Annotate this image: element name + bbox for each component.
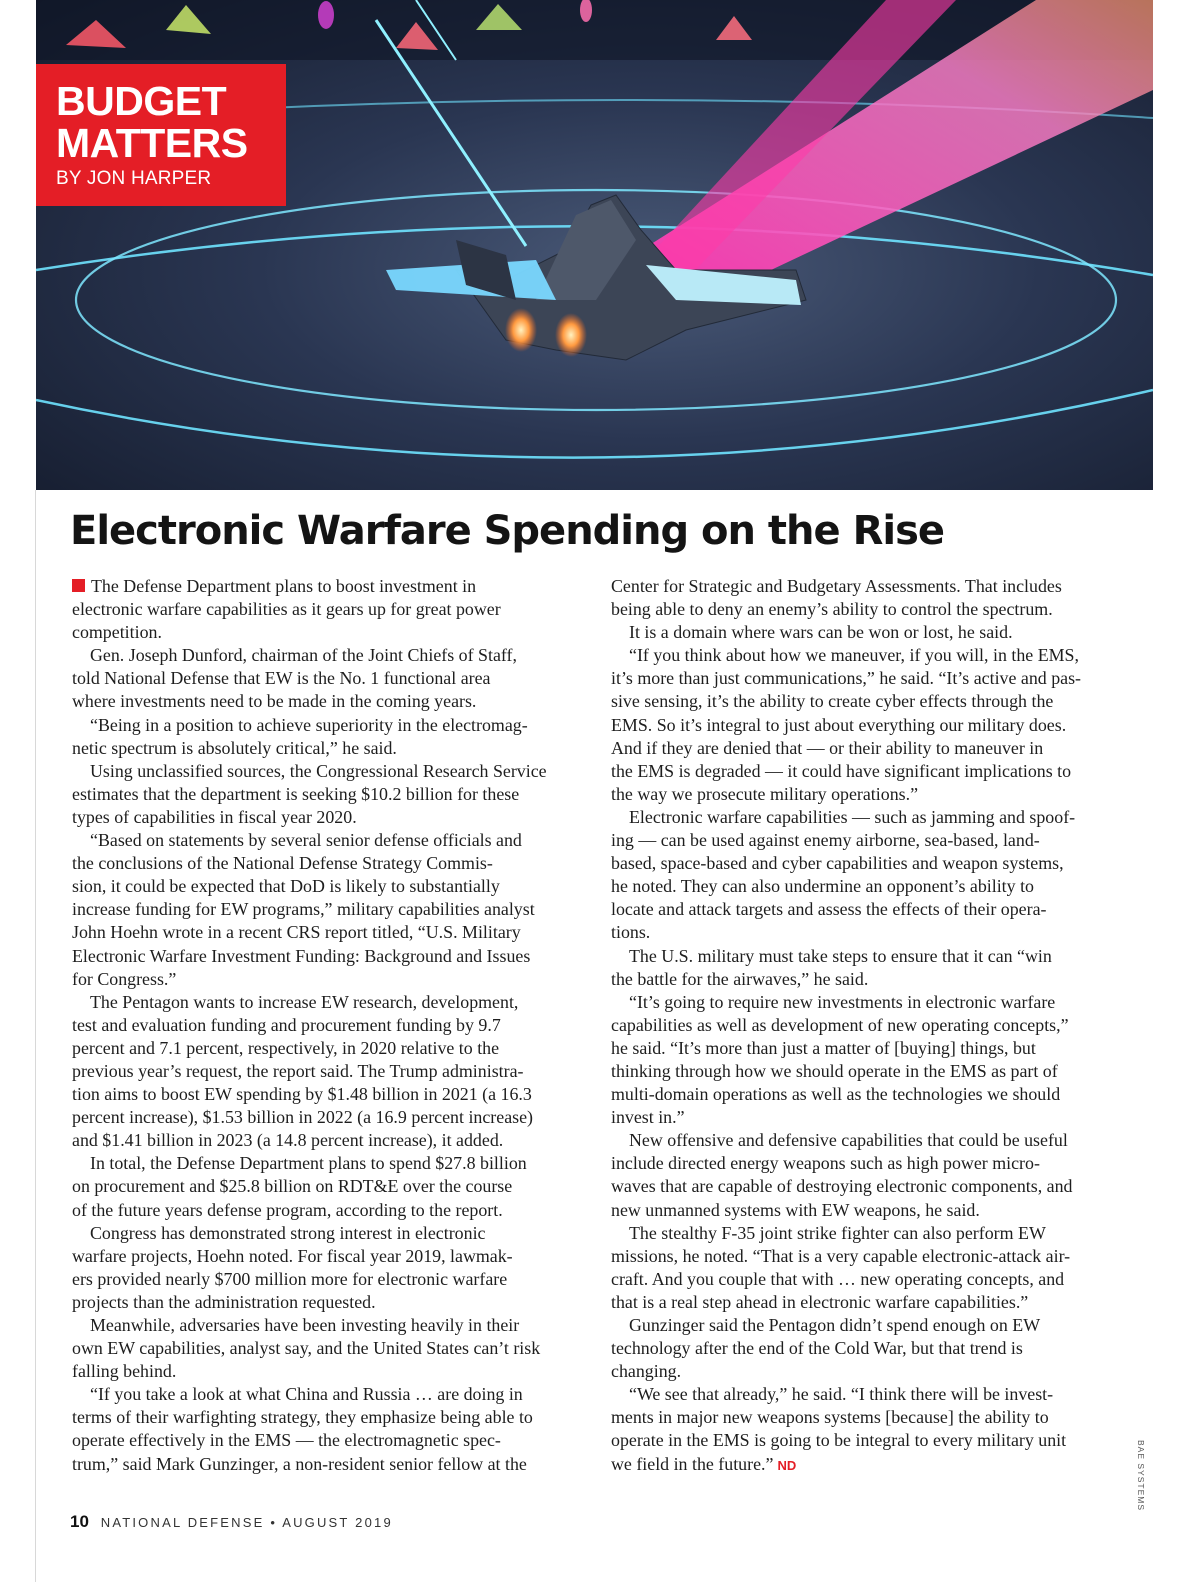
article-line: Gen. Joseph Dunford, chairman of the Joint Chiefs of Staff, [90, 645, 517, 666]
article-line: told National Defense that EW is the No. 1 functional area [72, 668, 491, 689]
article-line: missions, he noted. “That is a very capable electronic-attack air- [611, 1245, 1071, 1266]
issue-date: AUGUST 2019 [282, 1515, 393, 1530]
article-line: Gunzinger said the Pentagon didn’t spend enough on EW [629, 1315, 1041, 1335]
article-line: being able to deny an enemy’s ability to control the spectrum. [611, 599, 1053, 620]
department-title-line1: BUDGET [56, 78, 227, 124]
article-line: the battle for the airwaves,” he said. [611, 968, 869, 989]
article-line: where investments need to be made in the coming years. [72, 691, 477, 712]
article-line: John Hoehn wrote in a recent CRS report titled, “U.S. Military [72, 922, 521, 943]
article-line: multi-domain operations as well as the technologies we should [611, 1084, 1061, 1105]
article-line: operate in the EMS is going to be integral to every military unit [611, 1430, 1067, 1451]
article-line: netic spectrum is absolutely critical,” he said. [72, 737, 397, 758]
article-line: Meanwhile, adversaries have been investing heavily in their [90, 1315, 520, 1335]
article-line: Electronic Warfare Investment Funding: Background and Issues [72, 945, 531, 966]
article-line: based, space-based and cyber capabilities and weapon systems, [611, 853, 1064, 874]
article-line: In total, the Defense Department plans to spend $27.8 billion [90, 1153, 527, 1174]
article-line: he noted. They can also undermine an opponent’s ability to [611, 876, 1034, 897]
article-line: on procurement and $25.8 billion on RDT&E over the course [72, 1176, 513, 1197]
footer-separator: • [270, 1515, 278, 1530]
article-line: New offensive and defensive capabilities that could be useful [629, 1130, 1068, 1151]
article-line: the EMS is degraded — it could have significant implications to [611, 760, 1072, 781]
article-line: terms of their warfighting strategy, they emphasize being able to [72, 1407, 533, 1428]
article-line: waves that are capable of destroying electronic components, and [611, 1176, 1073, 1197]
article-line: “Being in a position to achieve superiority in the electromag- [90, 714, 528, 735]
article-line: ments in major new weapons systems [because] the ability to [611, 1407, 1049, 1428]
article-line: previous year’s request, the report said. The Trump administra- [72, 1060, 524, 1081]
article-column-right [611, 575, 1123, 1476]
article-line: tions. [611, 922, 651, 943]
page-margin-rule [35, 490, 36, 1582]
article-line: percent and 7.1 percent, respectively, in 2020 relative to the [72, 1037, 500, 1058]
article-line: Center for Strategic and Budgetary Assessments. That includes [611, 576, 1062, 596]
article-line: locate and attack targets and assess the effects of their opera- [611, 899, 1047, 920]
article-line: he said. “It’s more than just a matter of [buying] things, but [611, 1037, 1036, 1058]
article-line: sion, it could be expected that DoD is likely to substantially [72, 876, 500, 897]
article-line: The U.S. military must take steps to ensure that it can “win [629, 945, 1052, 966]
article-line: of the future years defense program, according to the report. [72, 1199, 503, 1220]
article-line: The stealthy F-35 joint strike fighter can also perform EW [629, 1222, 1046, 1243]
department-title-line2: MATTERS [56, 120, 248, 166]
publication-name: NATIONAL DEFENSE [100, 1515, 265, 1530]
end-mark: ND [777, 1457, 797, 1473]
article-line: capabilities as well as development of new operating concepts,” [611, 1014, 1069, 1035]
article-line: we field in the future.” ND [611, 1453, 797, 1474]
department-title [56, 80, 284, 164]
article-line: Using unclassified sources, the Congressional Research Service [90, 760, 547, 781]
article-line: changing. [611, 1361, 682, 1382]
article-line: competition. [72, 622, 162, 643]
article-line: and $1.41 billion in 2023 (a 14.8 percent increase), it added. [72, 1130, 504, 1151]
article-line: projects than the administration requested. [72, 1291, 376, 1312]
page-number: 10 [70, 1512, 89, 1531]
article-line: thinking through how we should operate in the EMS as part of [611, 1060, 1058, 1081]
article-line: the way we prosecute military operations.” [611, 783, 919, 804]
article-line: The Pentagon wants to increase EW research, development, [90, 991, 519, 1012]
article-line: that is a real step ahead in electronic warfare capabilities.” [611, 1291, 1029, 1312]
article-line: percent increase), $1.53 billion in 2022 (a 16.9 percent increase) [72, 1107, 533, 1128]
page-footer [70, 1512, 393, 1532]
article-line: include directed energy weapons such as high power micro- [611, 1153, 1040, 1174]
author-byline: BY JON HARPER [56, 168, 212, 189]
article-line: new unmanned systems with EW weapons, he said. [611, 1199, 980, 1220]
article-line: “We see that already,” he said. “I think there will be invest- [629, 1384, 1054, 1405]
article-line: The Defense Department plans to boost investment in [72, 575, 584, 598]
article-line: increase funding for EW programs,” military capabilities analyst [72, 899, 535, 920]
article-line: “It’s going to require new investments in electronic warfare [629, 991, 1056, 1012]
article-line: sive sensing, it’s the ability to create cyber effects through the [611, 691, 1054, 712]
article-line: “If you think about how we maneuver, if you will, in the EMS, [629, 645, 1079, 666]
article-line: falling behind. [72, 1361, 177, 1382]
article-line: warfare projects, Hoehn noted. For fiscal year 2019, lawmak- [72, 1245, 513, 1266]
article-line: trum,” said Mark Gunzinger, a non-resident senior fellow at the [72, 1453, 527, 1474]
article-line: EMS. So it’s integral to just about everything our military does. [611, 714, 1067, 735]
article-line: It is a domain where wars can be won or lost, he said. [629, 622, 1013, 643]
article-line: the conclusions of the National Defense Strategy Commis- [72, 853, 493, 874]
article-line: estimates that the department is seeking $10.2 billion for these [72, 783, 520, 804]
article-line: operate effectively in the EMS — the electromagnetic spec- [72, 1430, 501, 1451]
article-headline: Electronic Warfare Spending on the Rise [70, 508, 945, 554]
photo-credit: BAE SYSTEMS [1136, 1440, 1146, 1511]
article-line: “Based on statements by several senior defense officials and [90, 830, 522, 851]
article-line: tion aims to boost EW spending by $1.48 billion in 2021 (a 16.3 [72, 1084, 532, 1105]
article-line: own EW capabilities, analyst say, and the United States can’t risk [72, 1338, 541, 1359]
article-line: types of capabilities in fiscal year 2020. [72, 806, 357, 827]
article-line: electronic warfare capabilities as it gears up for great power [72, 599, 501, 620]
article-line: it’s more than just communications,” he said. “It’s active and pas- [611, 668, 1082, 689]
department-label-box [36, 64, 286, 206]
article-column-left [72, 575, 584, 1476]
article-line: for Congress.” [72, 968, 177, 989]
article-line: ers provided nearly $700 million more for electronic warfare [72, 1268, 508, 1289]
article-line: Congress has demonstrated strong interest in electronic [90, 1222, 486, 1243]
article-line: technology after the end of the Cold War, but that trend is [611, 1338, 1023, 1359]
article-line: ing — can be used against enemy airborne, sea-based, land- [611, 830, 1040, 851]
article-line: “If you take a look at what China and Russia … are doing in [90, 1384, 523, 1405]
article-line: And if they are denied that — or their ability to maneuver in [611, 737, 1044, 758]
section-bullet-icon [72, 579, 85, 592]
article-line: craft. And you couple that with … new operating concepts, and [611, 1268, 1065, 1289]
article-line: test and evaluation funding and procurement funding by 9.7 [72, 1014, 501, 1035]
article-line: invest in.” [611, 1107, 685, 1128]
article-line: Electronic warfare capabilities — such as jamming and spoof- [629, 806, 1076, 827]
